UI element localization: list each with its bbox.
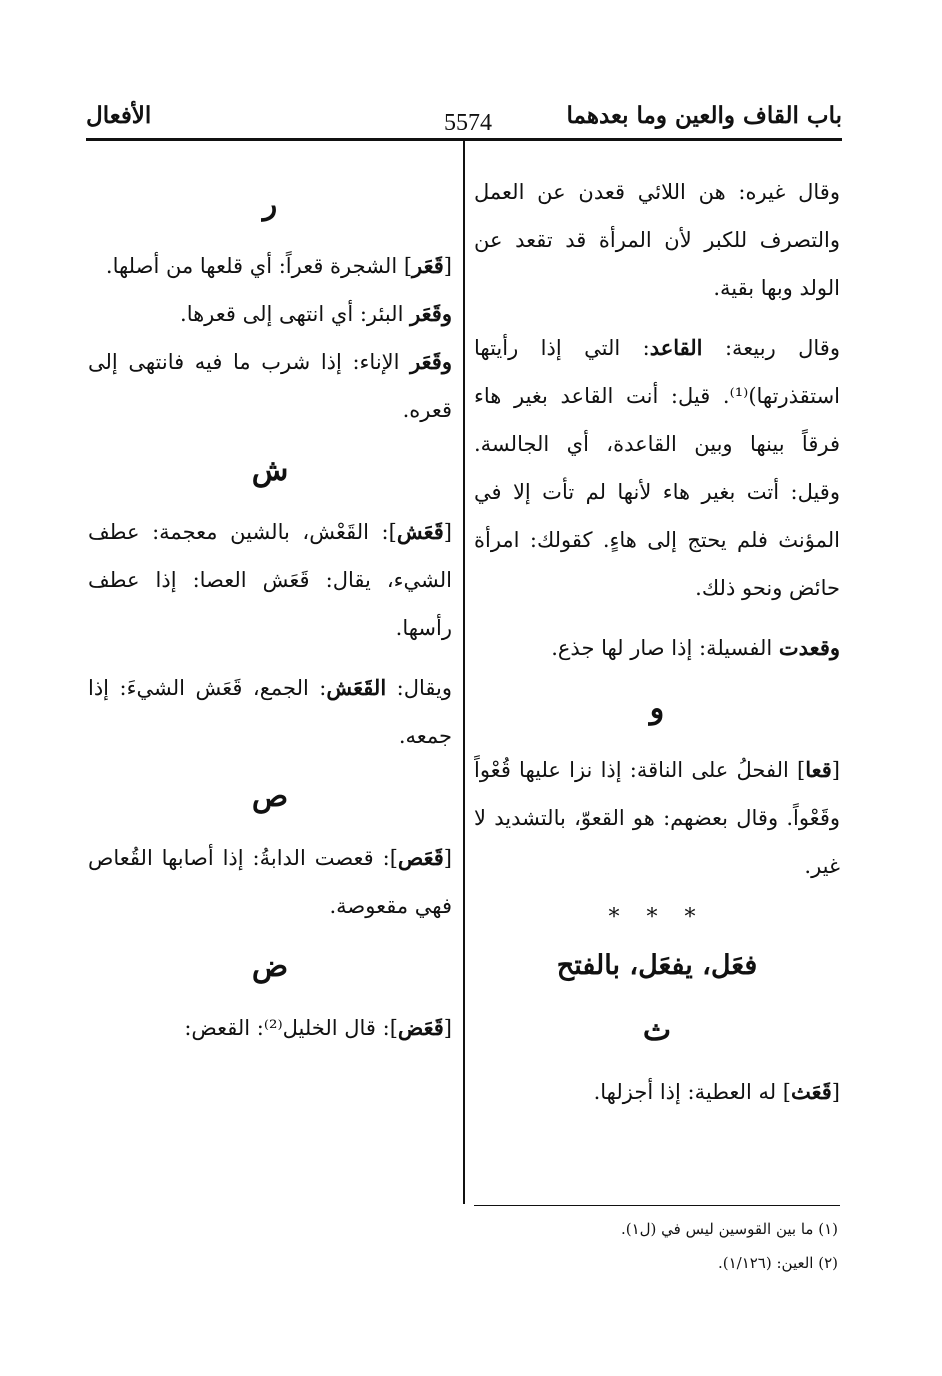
- letter-heading: ر: [262, 187, 278, 222]
- section-heading: الأفعال: [86, 102, 152, 129]
- headword: قَعَث: [791, 1079, 832, 1104]
- headword: قَعَر: [412, 253, 444, 278]
- headword: وقَعَر: [410, 301, 452, 326]
- column-divider: [463, 140, 465, 1204]
- letter-heading: ث: [642, 1013, 672, 1048]
- paragraph: [قَعَر] الشجرة قعراً: أي قلعها من أصلها.: [105, 253, 452, 278]
- paragraph: ويقال: القَعَش: الجمع، قَعَش الشيءَ: إذا جمعه.: [88, 675, 452, 748]
- paragraph: وقال غيره: هن اللائي قعدن عن العمل والتصرف للكبر لأن المرأة قد تقعد عن الولد وبها بقية.: [474, 180, 840, 300]
- paragraph: [قَعَص]: قعصت الدابةُ: إذا أصابها القُعاص فهي مقعوصة.: [88, 845, 452, 918]
- paragraph: وقال ربيعة: القاعد: التي إذا رأيتها استقذرتها)⁽¹⁾. قيل: أنت القاعد بغير هاء فرقاً بينها وبين القاعدة، أي الجالسة. وقيل: أتت بغير هاء لأنها لم تأت إلا في المؤنث فلم يحتج إلى هاءٍ. كقولك: امرأة حائض ونحو ذلك.: [474, 335, 840, 600]
- letter-heading: ض: [251, 949, 289, 984]
- paragraph: وقَعَر الإناء: إذا شرب ما فيه فانتهى إلى قعره.: [88, 349, 452, 422]
- section-separator: * * *: [608, 905, 706, 930]
- paragraph: [قَعَض]: قال الخليل⁽²⁾: القعض:: [184, 1015, 452, 1040]
- paragraph: [قَعَث] له العطية: إذا أجزلها.: [593, 1079, 840, 1104]
- headword: وقعدت: [778, 635, 840, 660]
- footnote: (٢) العين: (١/١٢٦).: [717, 1254, 838, 1272]
- headword: قَعَش: [396, 519, 444, 544]
- headword: القَعَش: [326, 675, 387, 700]
- section-title: فعَل، يفعَل، بالفتح: [556, 950, 758, 981]
- right-column: [474, 168, 840, 1198]
- paragraph: وقَعَر البئر: أي انتهى إلى قعرها.: [180, 301, 452, 326]
- footnote: (١) ما بين القوسين ليس في (ل١).: [620, 1220, 838, 1238]
- footnotes: [238, 1212, 838, 1280]
- paragraph: وقعدت الفسيلة: إذا صار لها جذع.: [551, 635, 840, 660]
- letter-heading: و: [649, 691, 665, 726]
- headword: قَعَض: [397, 1015, 444, 1040]
- headword: قَعَص: [397, 845, 444, 870]
- headword: القاعد: [649, 335, 703, 360]
- letter-heading: ش: [251, 453, 289, 488]
- page-number: 5574: [444, 110, 492, 136]
- paragraph: [قعا] الفحلُ على الناقة: إذا نزا عليها قُعْواً وقَعْواً. وقال بعضهم: هو القعوّ، بالتشديد لا غير.: [474, 757, 840, 878]
- footnote-rule: [474, 1205, 840, 1206]
- chapter-title: باب القاف والعين وما بعدهما: [566, 102, 842, 129]
- page-header: [86, 100, 842, 140]
- headword: قعا: [805, 757, 832, 782]
- paragraph: [قَعَش]: القَعْش، بالشين معجمة: عطف الشيء، يقال: قَعَش العصا: إذا عطف رأسها.: [88, 519, 452, 640]
- headword: وقَعَر: [410, 349, 452, 374]
- letter-heading: ص: [251, 779, 289, 814]
- left-column: [88, 168, 452, 1198]
